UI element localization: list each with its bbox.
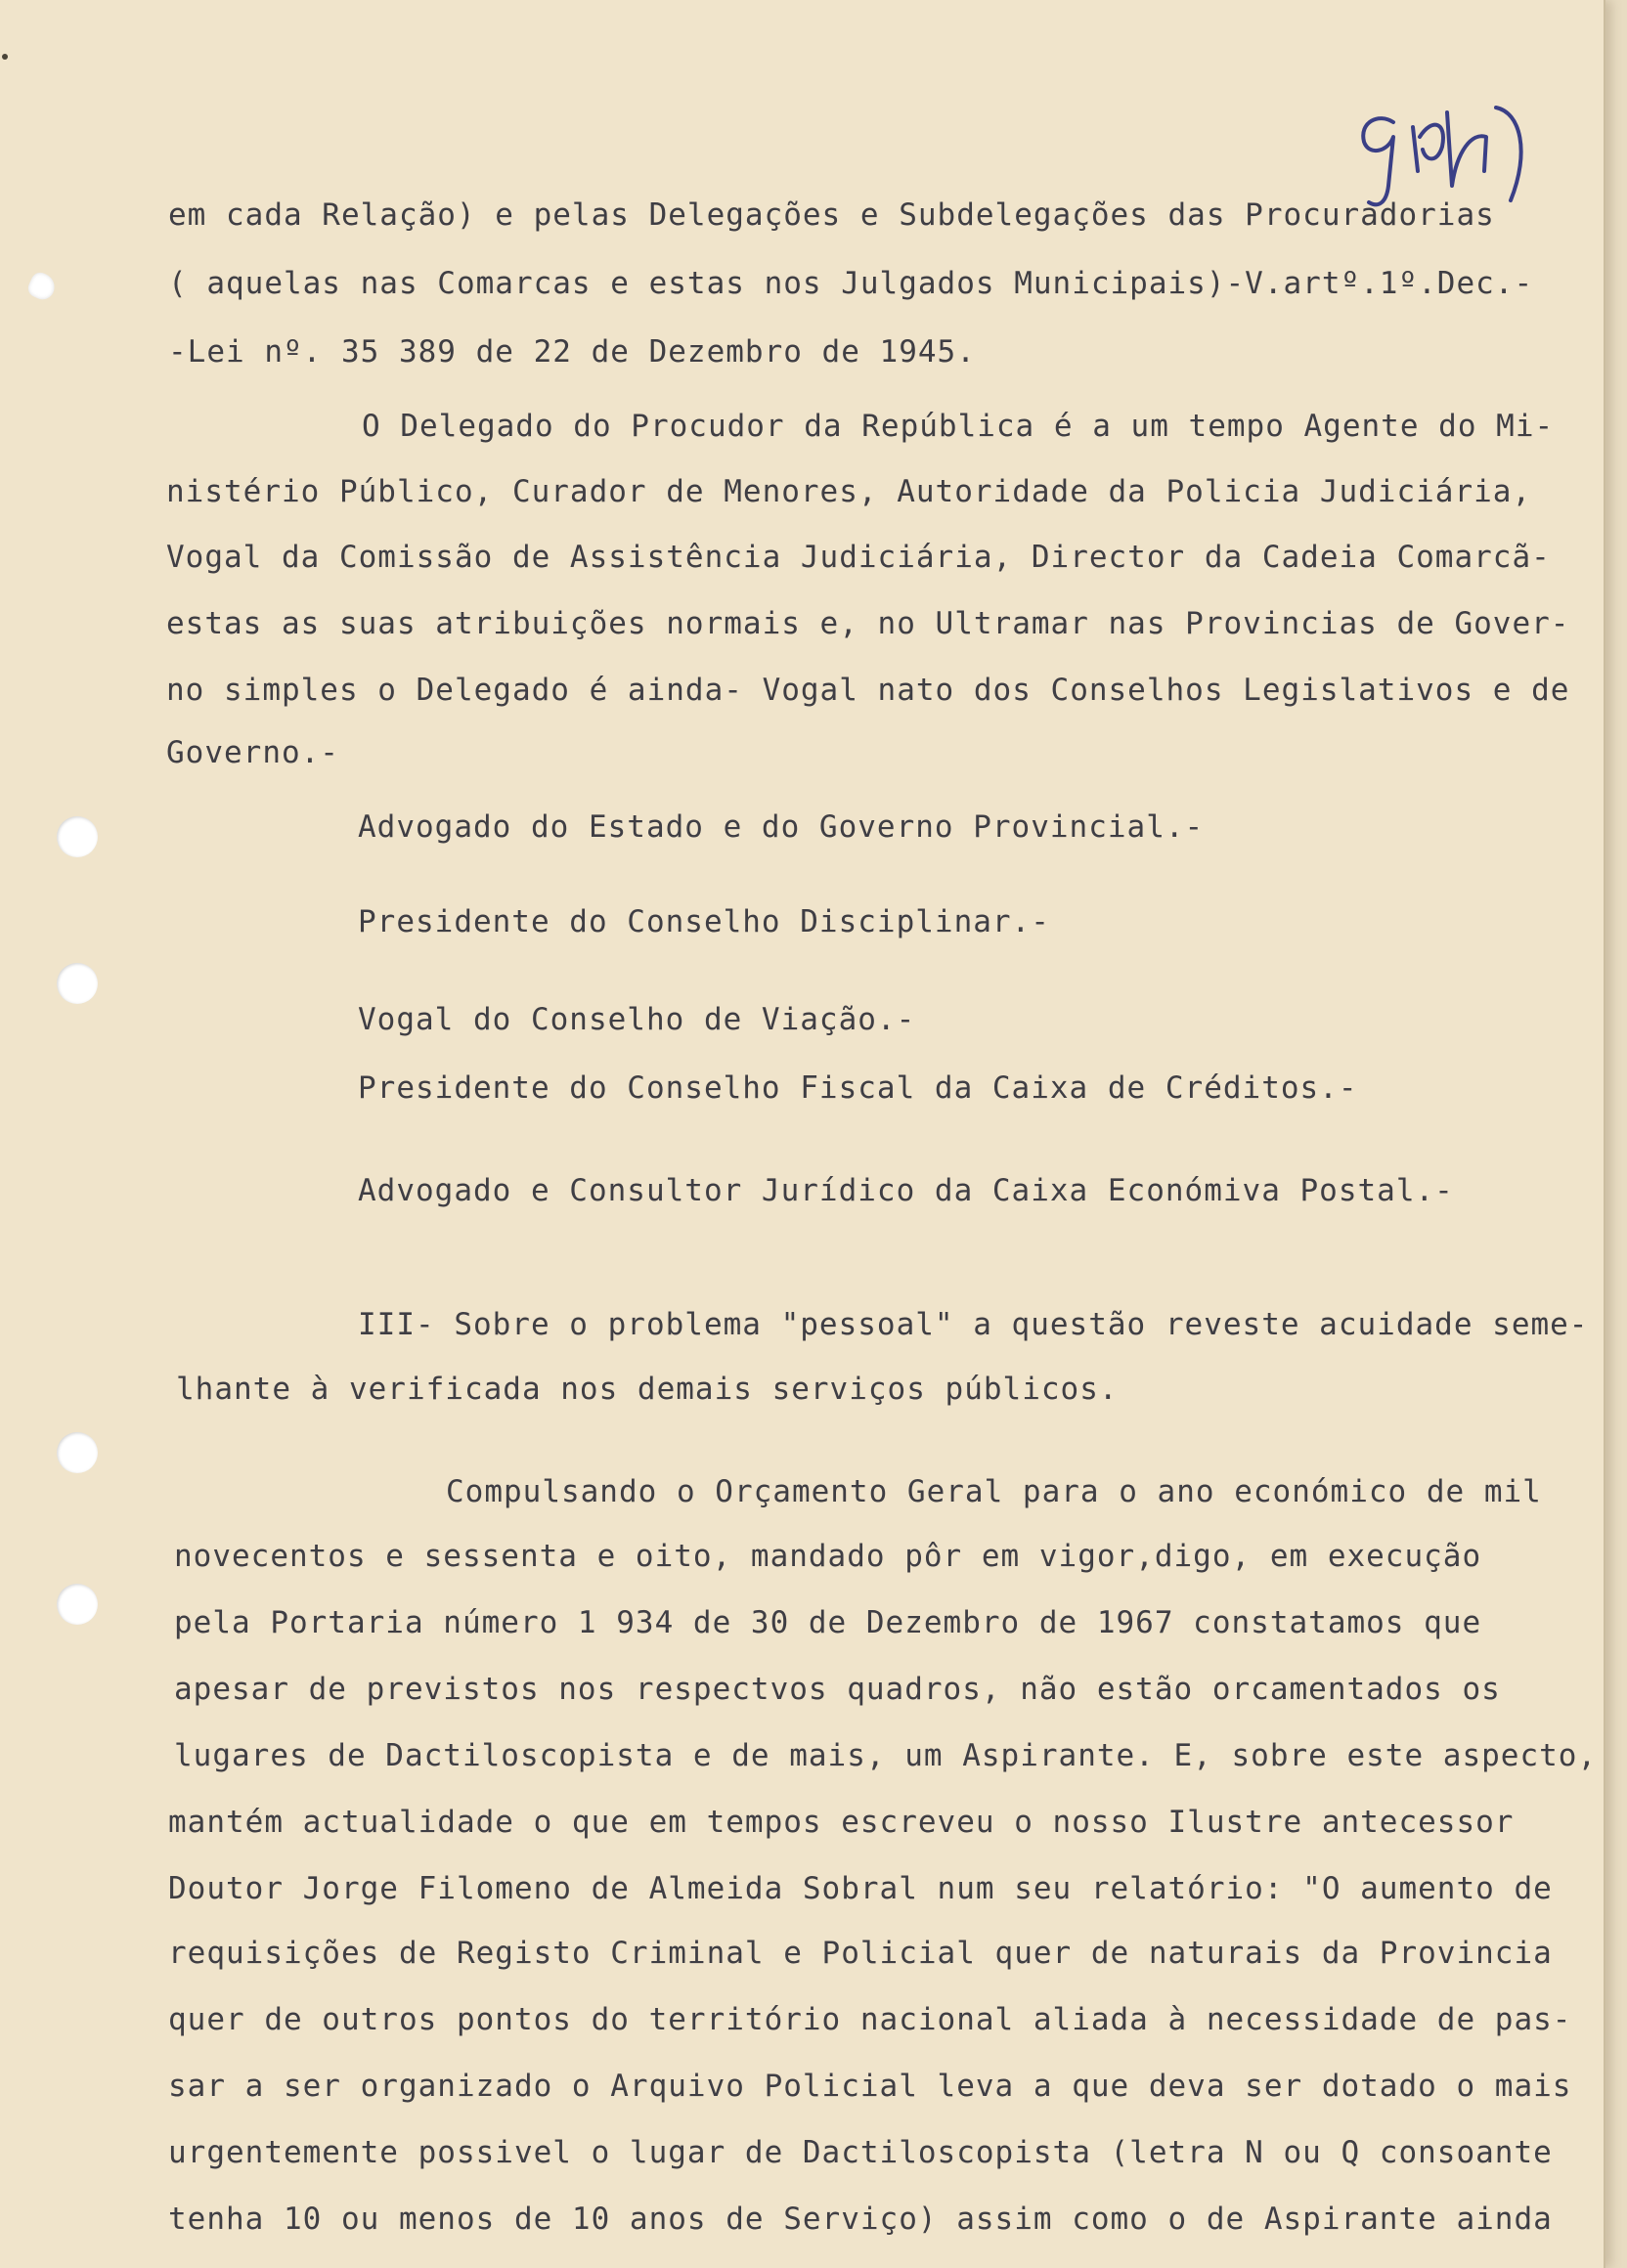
text-line: nistério Público, Curador de Menores, Autoridade da Policia Judiciária,: [166, 474, 1532, 509]
text-line: Vogal da Comissão de Assistência Judiciária, Director da Cadeia Comarcã-: [166, 540, 1551, 575]
text-line: lhante à verificada nos demais serviços públicos.: [176, 1372, 1119, 1407]
text-line: Governo.-: [166, 735, 339, 770]
text-line: quer de outros pontos do território nacional aliada à necessidade de pas-: [168, 2002, 1572, 2037]
text-line: Presidente do Conselho Fiscal da Caixa de Créditos.-: [358, 1070, 1358, 1106]
ink-dot: [2, 54, 8, 60]
text-line: ( aquelas nas Comarcas e estas nos Julgados Municipais)-V.artº.1º.Dec.-: [168, 266, 1534, 301]
paper-tear: [25, 270, 60, 304]
text-line: Vogal do Conselho de Viação.-: [358, 1002, 916, 1037]
text-line: Doutor Jorge Filomeno de Almeida Sobral num seu relatório: "O aumento de: [168, 1871, 1553, 1906]
text-line: III- Sobre o problema "pessoal" a questão reveste acuidade seme-: [358, 1307, 1589, 1342]
text-line: Presidente do Conselho Disciplinar.-: [358, 904, 1050, 939]
text-line: -Lei nº. 35 389 de 22 de Dezembro de 1945.: [168, 334, 976, 370]
punch-hole: [57, 816, 98, 857]
text-line: mantém actualidade o que em tempos escreveu o nosso Ilustre antecessor: [168, 1805, 1515, 1840]
text-line: em cada Relação) e pelas Delegações e Subdelegações das Procuradorias: [168, 197, 1495, 233]
text-line: tenha 10 ou menos de 10 anos de Serviço) assim como o de Aspirante ainda: [168, 2202, 1553, 2237]
text-line: lugares de Dactiloscopista e de mais, um Aspirante. E, sobre este aspecto,: [174, 1738, 1598, 1773]
text-line: Advogado e Consultor Jurídico da Caixa Económiva Postal.-: [358, 1173, 1454, 1208]
punch-hole: [57, 1432, 98, 1473]
text-line: urgentemente possivel o lugar de Dactiloscopista (letra N ou Q consoante: [168, 2135, 1553, 2170]
text-line: requisições de Registo Criminal e Policial quer de naturais da Provincia: [168, 1936, 1553, 1971]
text-line: Compulsando o Orçamento Geral para o ano económico de mil: [446, 1474, 1542, 1509]
punch-hole: [57, 1584, 98, 1625]
text-line: novecentos e sessenta e oito, mandado pôr em vigor,digo, em execução: [174, 1539, 1482, 1574]
text-line: pela Portaria número 1 934 de 30 de Dezembro de 1967 constatamos que: [174, 1605, 1482, 1640]
punch-hole: [57, 963, 98, 1004]
text-line: estas as suas atribuições normais e, no Ultramar nas Provincias de Gover-: [166, 606, 1570, 641]
text-line: no simples o Delegado é ainda- Vogal nato dos Conselhos Legislativos e de: [166, 673, 1570, 708]
text-line: Advogado do Estado e do Governo Provincial.-: [358, 809, 1205, 845]
text-line: sar a ser organizado o Arquivo Policial leva a que deva ser dotado o mais: [168, 2069, 1572, 2104]
text-line: apesar de previstos nos respectvos quadros, não estão orcamentados os: [174, 1672, 1501, 1707]
text-line: O Delegado do Procudor da República é a um tempo Agente do Mi-: [362, 409, 1555, 444]
